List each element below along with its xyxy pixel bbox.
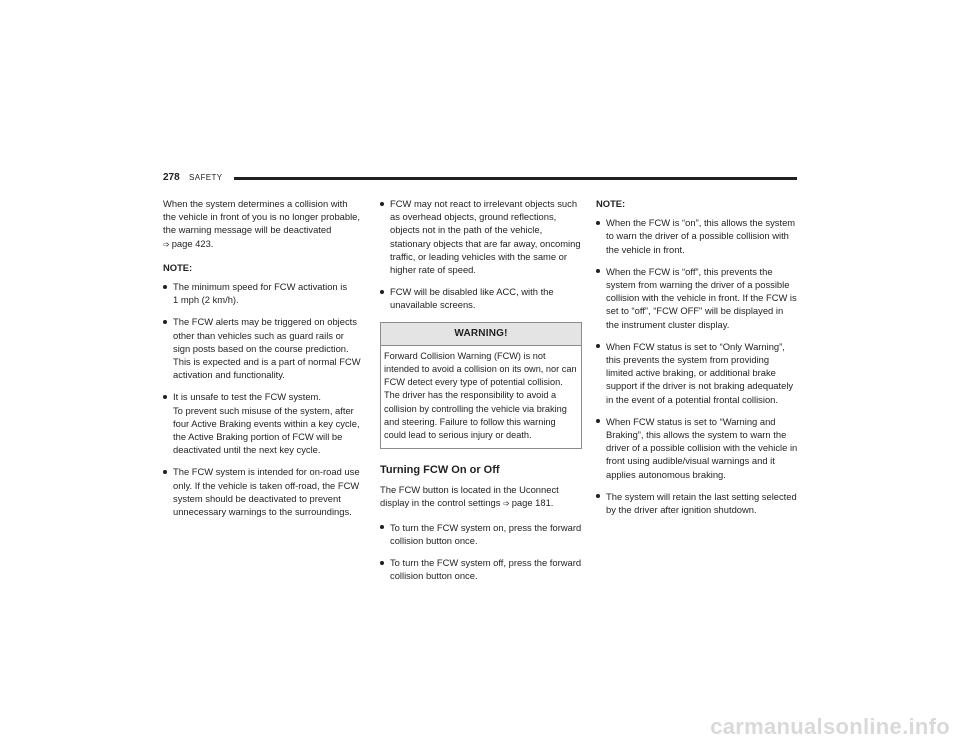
note-list <box>163 280 363 518</box>
list-item-text: The FCW system is intended for on-road use only. If the vehicle is taken off-road, the FCW system should be deactivated to prevent unnecessary warnings to the surroundings. <box>173 466 360 518</box>
bullet-icon <box>163 320 167 324</box>
watermark: carmanualsonline.info <box>710 714 950 739</box>
header-rule <box>234 177 797 180</box>
column-2 <box>380 197 582 591</box>
column-1 <box>163 197 363 527</box>
note-label: NOTE: <box>596 198 626 209</box>
toggle-list <box>380 521 582 583</box>
bullet-icon <box>163 395 167 399</box>
bullet-icon <box>163 470 167 474</box>
list-item <box>380 556 582 582</box>
list-item-text: The FCW alerts may be triggered on objects other than vehicles such as guard rails or sign posts based on the course prediction. This is expected and is a part of normal FCW activation and functionality. <box>173 316 361 381</box>
list-item-text: To turn the FCW system on, press the forward collision button once. <box>390 521 582 546</box>
list-item-text: The minimum speed for FCW activation is <box>173 281 348 293</box>
list-item <box>596 340 798 406</box>
list-item <box>163 465 363 518</box>
page-reference-text: page 181. <box>511 497 554 509</box>
bullet-icon <box>380 525 384 529</box>
list-item-text: To turn the FCW system off, press the forward collision button once. <box>390 557 582 582</box>
list-item <box>380 521 582 547</box>
page-number: 278 <box>163 172 180 183</box>
list-item-text: To prevent such misuse of the system, after four Active Braking events within a key cycle, the Active Braking portion of FCW will be deactivated until the next key cycle. <box>173 404 360 456</box>
settings-paragraph <box>380 483 582 510</box>
page-header <box>163 172 797 186</box>
list-item-text: When the FCW is “off”, this prevents the system from warning the driver of a possible collision with the vehicle in front. If the FCW is set to “off”, “FCW OFF" will be displayed in the instrument cluster display. <box>606 265 797 330</box>
warning-title: WARNING! <box>381 323 581 346</box>
bullet-icon <box>596 221 600 225</box>
settings-text: The FCW button is located in the Uconnect display in the control settings <box>380 484 559 509</box>
intro-text: When the system determines a collision with the vehicle in front of you is no longer probable, the warning message will be deactivated <box>163 198 360 236</box>
list-item <box>596 490 798 516</box>
intro-paragraph <box>163 197 363 251</box>
bullet-icon <box>596 344 600 348</box>
list-item-text: The system will retain the last setting selected by the driver after ignition shutdown. <box>606 490 797 516</box>
note-list <box>596 216 798 516</box>
page-reference[interactable] <box>503 497 553 508</box>
warning-body: Forward Collision Warning (FCW) is not intended to avoid a collision on its own, nor can FCW detect every type of potential collision. The driver has the responsibility to avoid a collision by controlling the vehicle via braking and steering. Failure to follow this warning could lead to serious injury or death. <box>384 350 577 441</box>
list-item-text: FCW may not react to irrelevant objects such as overhead objects, ground reflections, objects not in the path of the vehicle, stationary objects that are far away, oncoming traffic, or leading vehicles with the same or higher rate of speed. <box>390 198 581 276</box>
list-item <box>163 315 363 381</box>
page-reference[interactable] <box>163 238 213 249</box>
list-item <box>596 216 798 256</box>
column-3 <box>596 197 798 525</box>
list-item-text: 1 mph (2 km/h). <box>173 294 239 306</box>
bullet-icon <box>596 269 600 273</box>
list-item <box>596 265 798 331</box>
list-item-text: When FCW status is set to “Warning and Braking”, this allows the system to warn the driver of a possible collision with the vehicle in front using audible/visual warnings and it applies autonomous braking. <box>606 415 798 480</box>
list-item <box>596 415 798 481</box>
bullet-icon <box>380 202 384 206</box>
bullet-icon <box>380 561 384 565</box>
arrow-right-icon: ➩ <box>163 239 170 249</box>
bullet-icon <box>163 285 167 289</box>
bullet-icon <box>380 290 384 294</box>
bullet-icon <box>596 419 600 423</box>
subheading: Turning FCW On or Off <box>380 464 500 477</box>
list-item <box>380 285 582 311</box>
list-item-text: FCW will be disabled like ACC, with the unavailable screens. <box>390 286 554 311</box>
warning-box <box>380 322 582 450</box>
list-item <box>163 390 363 456</box>
bullet-icon <box>596 494 600 498</box>
list-item-text: When FCW status is set to “Only Warning”, this prevents the system from providing limited active braking, or additional brake support if the driver is not braking adequately in the event of a potential frontal collision. <box>606 340 794 405</box>
list-item <box>163 280 363 306</box>
list-item <box>380 197 582 276</box>
fcw-limitations-list <box>380 197 582 312</box>
list-item-text: When the FCW is “on”, this allows the system to warn the driver of a possible collision with the vehicle in front. <box>606 217 796 255</box>
list-item-text: It is unsafe to test the FCW system. <box>173 391 321 403</box>
note-label: NOTE: <box>163 261 193 273</box>
page-reference-text: page 423. <box>171 237 214 249</box>
section-title: SAFETY <box>189 173 223 182</box>
arrow-right-icon: ➩ <box>503 499 510 509</box>
